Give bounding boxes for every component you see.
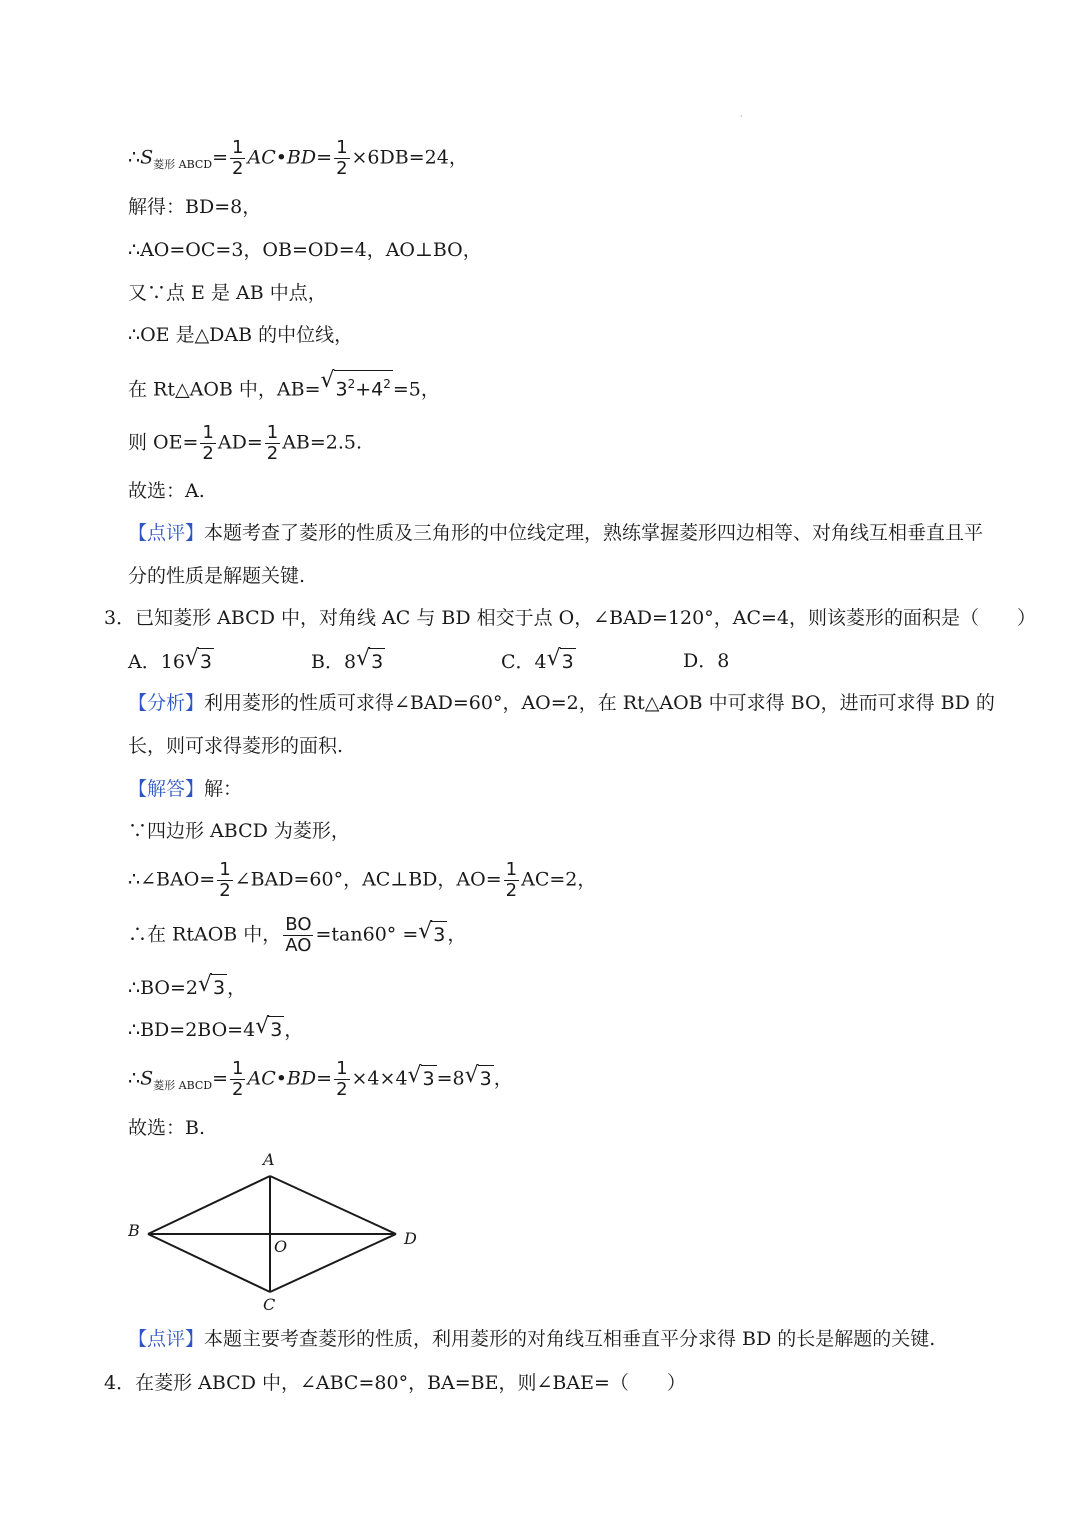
speck: · (740, 112, 743, 121)
analysis-text: 利用菱形的性质可求得∠BAD=60°，AO=2，在 Rt△AOB 中可求得 BO，进而可求得 BD 的 (204, 692, 995, 714)
sqrt: √ 3 (418, 918, 446, 946)
denominator: 2 (505, 880, 518, 901)
comment-text: 本题考查了菱形的性质及三角形的中位线定理，熟练掌握菱形四边相等、对角线互相垂直且平 (204, 522, 984, 544)
option-d (683, 648, 729, 674)
text-line: 故选：A. (128, 480, 205, 502)
text: 则 OE= (128, 431, 199, 454)
edge-ad (270, 1176, 396, 1234)
text: ， (493, 1067, 513, 1090)
fraction (334, 1059, 349, 1100)
therefore-symbol: ∴ (128, 146, 141, 169)
text: AD= (217, 431, 263, 454)
area-subscript: 菱形 ABCD (153, 1078, 213, 1092)
edge-bc (148, 1234, 270, 1292)
tan-line (128, 915, 466, 956)
radicand: 3 (369, 648, 385, 675)
comment-line: 分的性质是解题关键. (128, 565, 306, 587)
bo-line (128, 974, 246, 1001)
radicand: 3 (198, 648, 214, 675)
text: ×4×4 (351, 1067, 408, 1090)
analysis-tag: 【分析】 (128, 692, 205, 714)
label-c: C (263, 1295, 276, 1314)
numerator: 1 (219, 859, 231, 880)
option-letter: A． (128, 651, 161, 673)
text: ， (227, 977, 247, 999)
option-coef: 4 (534, 651, 547, 673)
angle-line (128, 860, 596, 901)
label-a: A (263, 1150, 275, 1169)
text-line: ∴AO=OC=3，OB=OD=4，AO⊥BO， (128, 239, 482, 261)
question-3-options (128, 648, 848, 676)
text: ∴∠BAO= (128, 868, 216, 891)
radicand: 3 (268, 1016, 284, 1043)
comment-line (128, 1326, 935, 1352)
answer-line (128, 776, 242, 802)
plus: + (355, 378, 372, 401)
text: AC•BD= (247, 1067, 333, 1090)
analysis-line: 长，则可求得菱形的面积. (128, 735, 344, 757)
denominator: 2 (219, 880, 231, 901)
option-coef: 8 (717, 650, 730, 672)
radicand: 3 (421, 1065, 437, 1092)
equals: = (212, 146, 229, 169)
term: 4 (371, 378, 384, 401)
area-symbol: S (140, 146, 154, 169)
numerator: BO (285, 914, 312, 935)
edge-cd (270, 1234, 396, 1292)
label-o: O (274, 1237, 288, 1256)
fraction (200, 423, 215, 464)
sqrt: √ $3^2+4^2$ (320, 368, 391, 401)
denominator: 2 (232, 1079, 244, 1100)
numerator: 1 (202, 422, 214, 443)
text: AC=2， (521, 868, 597, 891)
numerator: 1 (266, 422, 279, 443)
text-line: 解得：BD=8， (128, 196, 262, 218)
text-line: ∵四边形 ABCD 为菱形， (128, 820, 350, 842)
text: ∴在 RtAOB 中， (128, 923, 282, 946)
option-b (311, 648, 385, 675)
fraction (230, 138, 245, 179)
answer-text: 解： (204, 778, 243, 800)
sqrt: √ 3 (407, 1062, 435, 1090)
pythagoras-line (128, 370, 440, 402)
area-line (128, 1059, 513, 1100)
formula-text: AC•BD (247, 146, 317, 169)
text: 在 Rt△AOB 中，AB= (128, 378, 321, 401)
radicand: 3 (211, 974, 227, 1001)
denominator: 2 (266, 443, 279, 464)
bd-line (128, 1016, 303, 1043)
text: ∠BAD=60°，AC⊥BD，AO= (234, 868, 502, 891)
label-d: D (404, 1229, 417, 1248)
text-line: 又∵点 E 是 AB 中点， (128, 282, 327, 304)
midline-line (128, 423, 362, 464)
radicand: 3 (560, 648, 576, 675)
sqrt: √ 3 (184, 646, 213, 673)
option-c (501, 648, 576, 675)
numerator: 1 (232, 1058, 244, 1079)
option-letter: D． (683, 650, 718, 672)
radicand: 3 (478, 1065, 494, 1092)
option-coef: 8 (343, 651, 357, 673)
numerator: 1 (336, 1058, 348, 1079)
denominator: 2 (202, 443, 214, 464)
fraction (334, 138, 349, 179)
sqrt: √ 3 (464, 1062, 492, 1090)
text: =8 (436, 1067, 465, 1090)
fraction (504, 860, 519, 901)
equals: = (316, 146, 333, 169)
denominator: AO (285, 935, 312, 956)
sqrt: √ 3 (198, 972, 226, 999)
text: ， (284, 1019, 304, 1041)
area-symbol: S (140, 1067, 154, 1090)
text: AB=2.5. (282, 431, 363, 454)
comment-text: 本题主要考查菱形的性质，利用菱形的对角线互相垂直平分求得 BD 的长是解题的关键. (204, 1328, 936, 1350)
denominator: 2 (336, 158, 348, 179)
fraction (230, 1059, 245, 1100)
therefore-symbol: ∴ (128, 1067, 141, 1090)
text-line: ∴OE 是△DAB 的中位线， (128, 324, 354, 346)
fraction (217, 860, 232, 901)
text: =5， (392, 378, 440, 401)
text: ∴BD=2BO=4 (128, 1019, 256, 1041)
comment-line (128, 520, 983, 546)
formula-tail: ×6DB=24， (351, 146, 468, 169)
text: ， (447, 923, 467, 946)
term: 3 (335, 378, 348, 401)
equals: = (212, 1067, 229, 1090)
denominator: 2 (336, 1079, 348, 1100)
radicand: 3 (431, 921, 447, 948)
numerator: 1 (336, 137, 348, 158)
answer-tag: 【解答】 (128, 778, 205, 800)
formula-area-line (128, 138, 468, 179)
numerator: 1 (505, 859, 518, 880)
fraction (283, 915, 313, 956)
option-coef: 16 (160, 651, 185, 673)
sqrt: √ 3 (356, 646, 384, 673)
denominator: 2 (232, 158, 244, 179)
analysis-line (128, 690, 995, 716)
comment-tag: 【点评】 (128, 1328, 205, 1350)
question-4-stem: 4．在菱形 ABCD 中，∠ABC=80°，BA=BE，则∠BAE=（ ） (104, 1372, 686, 1394)
comment-tag: 【点评】 (128, 522, 205, 544)
question-3-stem: 3．已知菱形 ABCD 中，对角线 AC 与 BD 相交于点 O，∠BAD=120°，AC=4，则该菱形的面积是（ ） (104, 607, 1036, 629)
sqrt: √ 3 (255, 1014, 283, 1041)
area-subscript: 菱形 ABCD (153, 157, 213, 171)
rhombus-diagram (128, 1148, 428, 1316)
label-b: B (128, 1221, 140, 1240)
text-line: 故选：B. (128, 1117, 206, 1139)
text: =tan60° = (315, 923, 419, 946)
text: ∴BO=2 (128, 977, 198, 999)
numerator: 1 (232, 137, 244, 158)
edge-ab (148, 1176, 270, 1234)
option-letter: B． (311, 651, 344, 673)
fraction (265, 423, 280, 464)
sqrt: √ 3 (546, 646, 574, 673)
option-letter: C． (501, 651, 535, 673)
option-a (128, 648, 214, 675)
